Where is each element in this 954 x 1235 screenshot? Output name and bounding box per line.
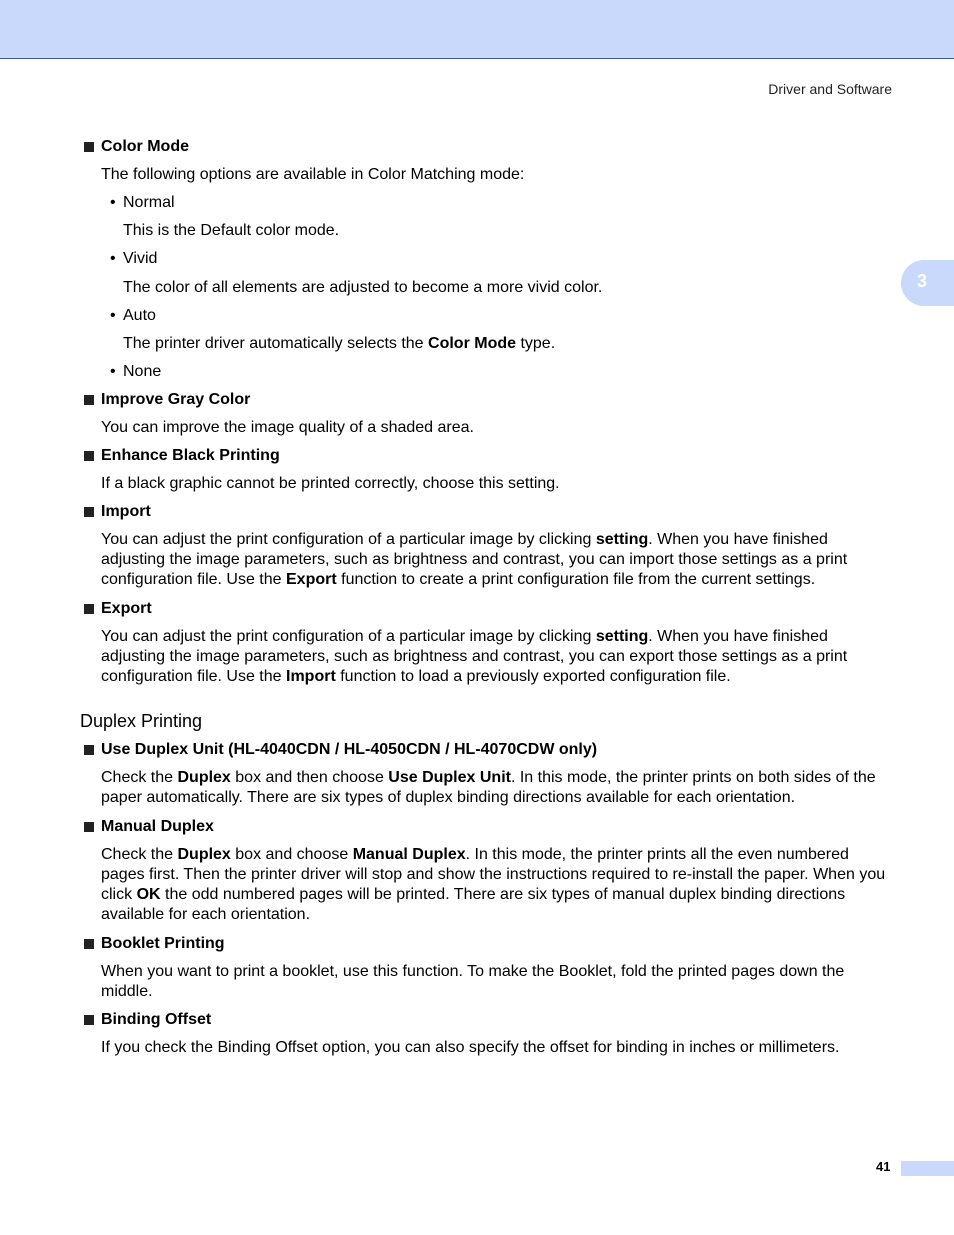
booklet-text: When you want to print a booklet, use this function. To make the Booklet, fold the printed pages down the middle. [101, 963, 845, 1000]
export-text: You can adjust the print configuration of a particular image by clicking setting. When you have finished adjusting the image parameters, such as brightness and contrast, you can export those settings as a print configuration file. Use the Import function to load a previously exported configuration file. [101, 628, 848, 685]
section-title-duplex-printing: Duplex Printing [80, 711, 203, 731]
color-mode-intro: The following options are available in Color Matching mode: [101, 166, 525, 183]
square-bullet-icon [84, 604, 94, 614]
heading-enhance-black-printing: Enhance Black Printing [101, 446, 280, 466]
square-bullet-icon [84, 822, 94, 832]
option-auto-desc: The printer driver automatically selects the Color Mode type. [123, 335, 556, 352]
enhance-black-text: If a black graphic cannot be printed correctly, choose this setting. [101, 475, 560, 492]
bullet-dot-icon: • [110, 194, 116, 211]
square-bullet-icon [84, 1015, 94, 1025]
chapter-number: 3 [917, 271, 928, 291]
square-bullet-icon [84, 745, 94, 755]
bullet-dot-icon: • [110, 307, 116, 324]
square-bullet-icon [84, 395, 94, 405]
square-bullet-icon [84, 451, 94, 461]
chapter-tab [901, 260, 954, 306]
square-bullet-icon [84, 939, 94, 949]
option-vivid-desc: The color of all elements are adjusted to become a more vivid color. [123, 279, 603, 296]
use-duplex-text: Check the Duplex box and then choose Use Duplex Unit. In this mode, the printer prints on both sides of the paper automatically. There are six types of duplex binding directions available for each orientation. [101, 769, 876, 806]
option-auto: • Auto [110, 307, 156, 324]
option-none: • None [110, 363, 162, 380]
header-band [0, 0, 954, 59]
manual-duplex-text: Check the Duplex box and choose Manual Duplex. In this mode, the printer prints all the even numbered pages first. Then the printer driver will stop and show the instructions required to re-install the paper. When you click OK the odd numbered pages will be printed. There are six types of manual duplex binding directions available for each orientation. [101, 846, 886, 923]
heading-use-duplex-unit: Use Duplex Unit (HL-4040CDN / HL-4050CDN / HL-4070CDW only) [101, 740, 597, 760]
bullet-dot-icon: • [110, 363, 116, 380]
page-number: 41 [876, 1159, 891, 1174]
square-bullet-icon [84, 507, 94, 517]
import-text: You can adjust the print configuration of a particular image by clicking setting. When you have finished adjusting the image parameters, such as brightness and contrast, you can import those settings as a print configuration file. Use the Export function to create a print configuration file from the current settings. [101, 531, 848, 588]
square-bullet-icon [84, 142, 94, 152]
heading-binding-offset: Binding Offset [101, 1010, 211, 1030]
binding-offset-text: If you check the Binding Offset option, you can also specify the offset for binding in inches or millimeters. [101, 1039, 840, 1056]
heading-booklet-printing: Booklet Printing [101, 934, 225, 954]
heading-color-mode: Color Mode [101, 137, 189, 157]
running-header: Driver and Software [768, 81, 892, 97]
heading-export: Export [101, 599, 152, 619]
option-normal-desc: This is the Default color mode. [123, 222, 340, 239]
heading-import: Import [101, 502, 151, 522]
page-number-bar [901, 1161, 954, 1176]
option-normal: • Normal [110, 194, 175, 211]
heading-manual-duplex: Manual Duplex [101, 817, 214, 837]
improve-gray-text: You can improve the image quality of a shaded area. [101, 419, 474, 436]
bullet-dot-icon: • [110, 250, 116, 267]
option-vivid: • Vivid [110, 250, 158, 267]
heading-improve-gray-color: Improve Gray Color [101, 390, 250, 410]
